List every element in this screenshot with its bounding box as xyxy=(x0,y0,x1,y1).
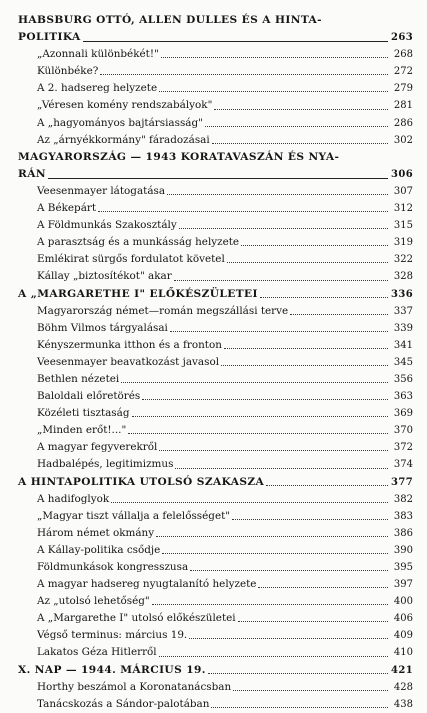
dot-leader xyxy=(170,331,388,332)
toc-page-number: 372 xyxy=(393,442,413,454)
toc-entry-title: Hadbalépés, legitimizmus xyxy=(37,458,174,471)
dot-leader xyxy=(179,228,388,229)
toc-page-number: 356 xyxy=(393,373,413,385)
dot-leader xyxy=(161,57,388,58)
toc-page-number: 322 xyxy=(393,254,413,266)
toc-entry-title: A Békepárt xyxy=(37,202,97,215)
toc-page-number: 370 xyxy=(393,425,413,437)
toc-page-number: 363 xyxy=(393,391,413,403)
toc-chapter-heading xyxy=(18,166,413,183)
dot-leader xyxy=(189,638,388,639)
toc-entry-title: Kényszermunka itthon és a fronton xyxy=(37,338,222,351)
toc-entry-title: Az „árnyékkormány" fáradozásai xyxy=(37,133,210,146)
toc-entry-title: Három német okmány xyxy=(37,526,155,539)
dot-leader xyxy=(221,365,388,366)
toc-entry-title: Bethlen nézetei xyxy=(37,372,120,385)
dot-leader xyxy=(132,416,389,417)
toc-entry-title: A „MARGARETHE I" ELŐKÉSZÜLETEI xyxy=(18,287,258,300)
toc-entry-title: Horthy beszámol a Koronatanácsban xyxy=(37,680,232,693)
toc-entry-title: Kállay „biztosítékot" akar xyxy=(37,270,172,283)
toc-subentry xyxy=(18,268,413,285)
toc-page-number: 302 xyxy=(393,134,413,146)
dot-leader xyxy=(142,399,388,400)
toc-subentry xyxy=(18,303,413,320)
dot-leader xyxy=(111,502,388,503)
dot-leader xyxy=(232,519,388,520)
toc-page-number: 406 xyxy=(393,613,413,625)
toc-subentry xyxy=(18,132,413,149)
toc-entry-title: X. NAP — 1944. MÁRCIUS 19. xyxy=(18,663,206,676)
dot-leader xyxy=(174,280,388,281)
toc-entry-title: Baloldali előretörés xyxy=(37,390,141,403)
toc-subentry xyxy=(18,542,413,559)
toc-entry-title: A 2. hadsereg helyzete xyxy=(37,82,158,95)
toc-page-number: 400 xyxy=(393,596,413,608)
dot-leader xyxy=(211,707,388,708)
toc-page-number: 312 xyxy=(393,203,413,215)
dot-leader xyxy=(214,109,388,110)
toc-page-number: 286 xyxy=(393,117,413,129)
dot-leader xyxy=(156,536,388,537)
dot-leader xyxy=(233,690,388,691)
toc-subentry xyxy=(18,234,413,251)
dot-leader xyxy=(224,348,388,349)
toc-page-number: 377 xyxy=(391,476,414,488)
toc-page-number: 369 xyxy=(393,408,413,420)
toc-entry-title: A hadifoglyok xyxy=(37,492,110,505)
toc-page-number: 319 xyxy=(393,237,413,249)
toc-subentry xyxy=(18,644,413,661)
toc-page-number: 438 xyxy=(393,698,413,710)
dot-leader xyxy=(238,621,388,622)
dot-leader xyxy=(241,245,388,246)
toc-chapter-heading xyxy=(18,474,413,491)
toc-page-number: 345 xyxy=(393,356,413,368)
dot-leader xyxy=(258,587,388,588)
toc-page-number: 263 xyxy=(391,32,414,44)
toc-entry-title: Magyarország német—román megszállási terve xyxy=(37,304,289,317)
dot-leader xyxy=(190,570,388,571)
toc-entry-title: POLITIKA xyxy=(18,31,81,44)
toc-entry-title: A magyar hadsereg nyugtalanító helyzete xyxy=(37,578,257,591)
dot-leader xyxy=(266,485,388,486)
toc-entry-title: „Azonnali különbékét!" xyxy=(37,48,159,61)
toc-page-number: 328 xyxy=(393,271,413,283)
toc-page-number: 279 xyxy=(393,83,413,95)
dot-leader xyxy=(175,468,388,469)
toc-page-number: 281 xyxy=(393,100,413,112)
toc-entry-title: Végső terminus: március 19. xyxy=(37,629,188,642)
toc-subentry xyxy=(18,610,413,627)
toc-page-number: 339 xyxy=(393,322,413,334)
toc-page-number: 341 xyxy=(393,339,413,351)
toc-entry-title: Földmunkások kongresszusa xyxy=(37,561,189,573)
toc-page-number: 428 xyxy=(393,681,413,693)
toc-subentry xyxy=(18,508,413,525)
toc-subentry xyxy=(18,97,413,114)
toc-page-number: 306 xyxy=(391,168,414,180)
toc-subentry xyxy=(18,251,413,268)
toc-chapter-heading xyxy=(18,29,413,46)
toc-subentry xyxy=(18,80,413,97)
toc-entry-title: Tanácskozás a Sándor-palotában xyxy=(37,697,210,710)
toc-entry-title: A „Margarethe I" utolsó előkészületei xyxy=(37,612,236,625)
toc-subentry xyxy=(18,439,413,456)
toc-entry-title: A Földmunkás Szakosztály xyxy=(37,219,177,232)
dot-leader xyxy=(159,656,388,657)
dot-leader xyxy=(83,41,388,42)
table-of-contents xyxy=(18,12,413,713)
toc-entry-title: A parasztság és a munkásság helyzete xyxy=(37,236,240,249)
toc-page-number: 315 xyxy=(393,220,413,232)
toc-page-number: 337 xyxy=(393,305,413,317)
dot-leader xyxy=(290,314,388,315)
toc-subentry xyxy=(18,456,413,473)
dot-leader xyxy=(100,74,388,75)
toc-entry-title: RÁN xyxy=(18,167,46,180)
toc-entry-title: A „hagyományos bajtársiasság" xyxy=(37,116,203,129)
toc-subentry xyxy=(18,217,413,234)
toc-entry-title: „Magyar tiszt vállalja a felelősséget" xyxy=(37,509,231,522)
toc-subentry xyxy=(18,337,413,354)
dot-leader xyxy=(208,673,388,674)
dot-leader xyxy=(48,178,388,179)
toc-entry-title: „Véresen komény rendszabályok" xyxy=(37,99,213,112)
toc-page-number: 382 xyxy=(393,493,413,505)
toc-page-number: 421 xyxy=(391,664,414,676)
toc-subentry xyxy=(18,559,413,576)
dot-leader xyxy=(227,262,388,263)
toc-page-number: 268 xyxy=(393,49,413,61)
toc-subentry xyxy=(18,593,413,610)
toc-entry-title: Emlékirat sürgős fordulatot követel xyxy=(37,253,225,266)
toc-page-number: 409 xyxy=(393,630,413,642)
dot-leader xyxy=(159,450,388,451)
toc-entry-title: Veesenmayer látogatása xyxy=(37,184,166,197)
toc-page-number: 390 xyxy=(393,544,413,556)
toc-entry-title: Veesenmayer beavatkozást javasol xyxy=(37,355,220,368)
toc-subentry xyxy=(18,63,413,80)
toc-entry-title: Lakatos Géza Hitlerről xyxy=(37,646,157,659)
toc-chapter-heading xyxy=(18,286,413,303)
dot-leader xyxy=(152,604,388,605)
toc-page-number: 336 xyxy=(391,288,414,300)
dot-leader xyxy=(98,211,388,212)
toc-entry-title: Az „utolsó lehetőség" xyxy=(37,595,150,608)
toc-subentry xyxy=(18,679,413,696)
toc-page-number: 374 xyxy=(393,459,413,471)
toc-page-number: 410 xyxy=(393,647,413,659)
toc-subentry xyxy=(18,525,413,542)
toc-entry-title: Böhm Vilmos tárgyalásai xyxy=(37,321,168,334)
toc-entry-title: Különbéke? xyxy=(37,65,99,78)
dot-leader xyxy=(128,433,388,434)
toc-subentry xyxy=(18,183,413,200)
toc-page-number: 395 xyxy=(393,562,413,573)
toc-subentry xyxy=(18,388,413,405)
toc-entry-title: „Minden erőt!..." xyxy=(37,424,127,437)
toc-entry-title: Közéleti tisztaság xyxy=(37,407,130,420)
toc-subentry xyxy=(18,696,413,713)
dot-leader xyxy=(159,91,388,92)
dot-leader xyxy=(205,126,388,127)
toc-subentry xyxy=(18,354,413,371)
toc-subentry xyxy=(18,576,413,593)
toc-subentry xyxy=(18,371,413,388)
toc-entry-title: MAGYARORSZÁG — 1943 KORATAVASZÁN ÉS NYA- xyxy=(18,150,340,163)
toc-page-number: 386 xyxy=(393,527,413,539)
toc-entry-title: A Kállay-politika csődje xyxy=(37,543,161,556)
toc-entry-title: A magyar fegyverekről xyxy=(37,441,158,454)
toc-page-number: 307 xyxy=(393,185,413,197)
dot-leader xyxy=(162,553,388,554)
toc-chapter-heading xyxy=(18,12,413,29)
toc-subentry xyxy=(18,405,413,422)
toc-chapter-heading xyxy=(18,662,413,679)
toc-page-number: 397 xyxy=(393,579,413,591)
toc-subentry xyxy=(18,627,413,644)
toc-subentry xyxy=(18,46,413,63)
toc-chapter-heading xyxy=(18,149,413,166)
toc-subentry xyxy=(18,422,413,439)
toc-page-number: 383 xyxy=(393,510,413,522)
dot-leader xyxy=(212,143,388,144)
toc-subentry xyxy=(18,200,413,217)
toc-page-number: 272 xyxy=(393,66,413,78)
toc-entry-title: A HINTAPOLITIKA UTOLSÓ SZAKASZA xyxy=(18,475,265,488)
toc-subentry xyxy=(18,320,413,337)
dot-leader xyxy=(167,194,388,195)
toc-subentry xyxy=(18,491,413,508)
toc-entry-title: HABSBURG OTTÓ, ALLEN DULLES ÉS A HINTA- xyxy=(18,14,322,26)
dot-leader xyxy=(121,382,388,383)
dot-leader xyxy=(260,297,388,298)
toc-subentry xyxy=(18,115,413,132)
